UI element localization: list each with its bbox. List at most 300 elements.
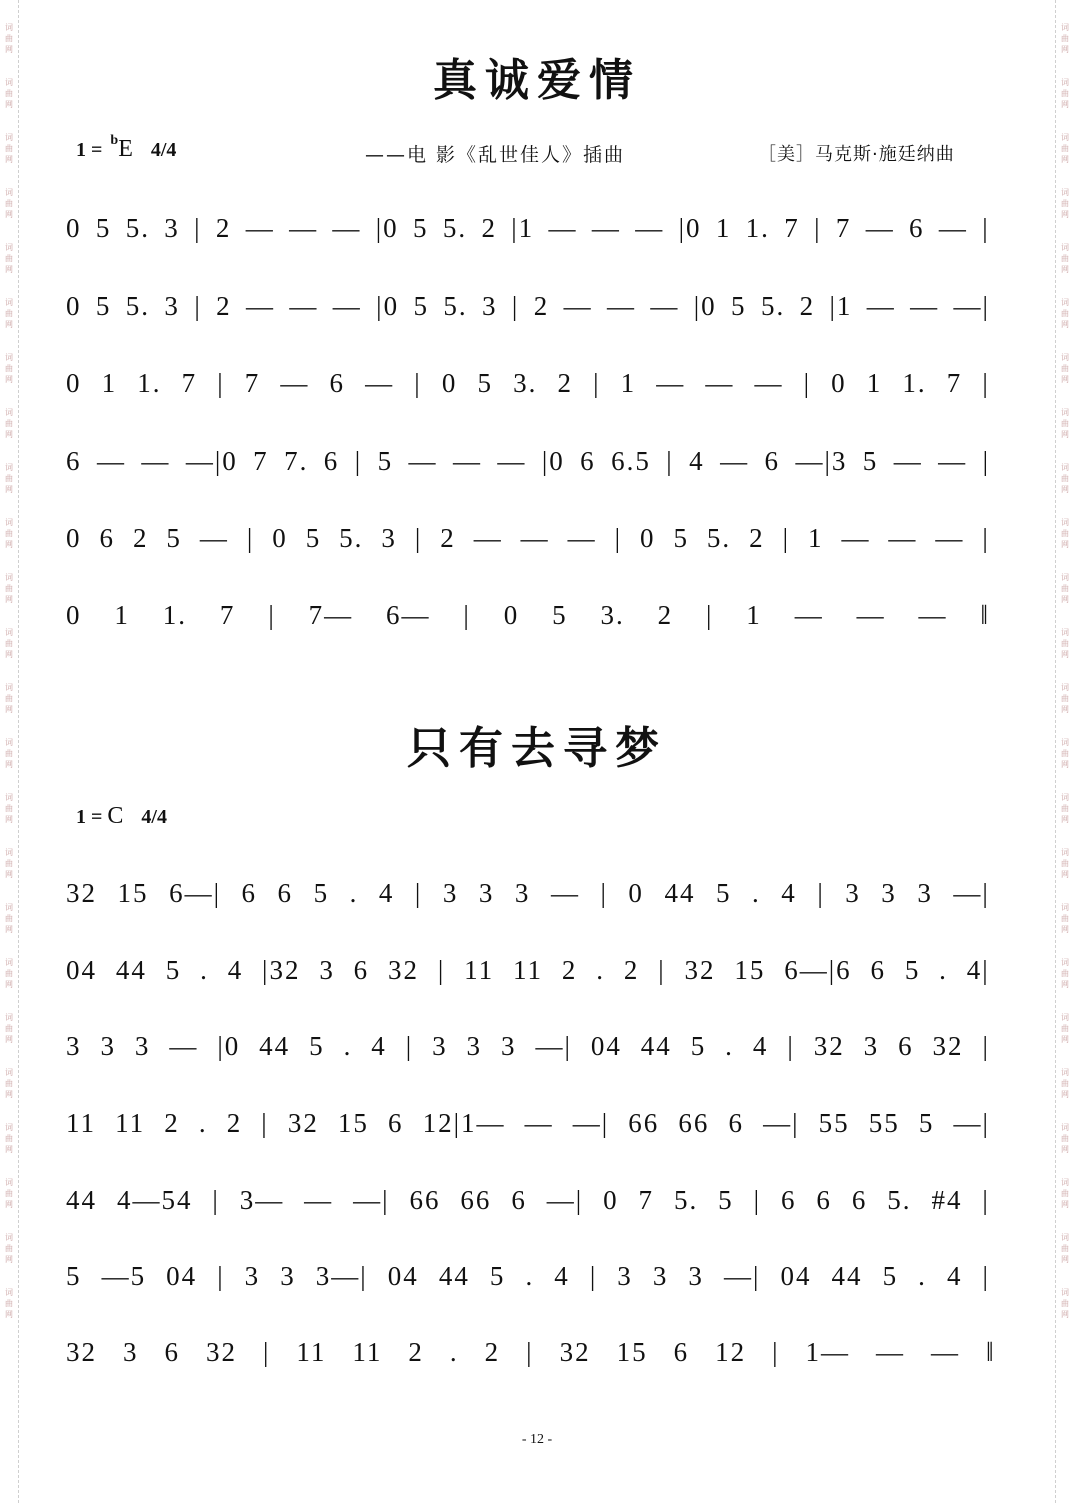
notation-token: 0 bbox=[66, 291, 82, 321]
notation-token: 2 bbox=[408, 1337, 424, 1367]
notation-token: | bbox=[212, 1185, 220, 1215]
watermark: 词曲网 bbox=[5, 958, 13, 989]
notation-token: — bbox=[635, 213, 665, 243]
watermark: 词曲网 bbox=[1061, 188, 1069, 219]
notation-token: 6 bbox=[764, 446, 780, 476]
notation-token: 1 bbox=[866, 368, 883, 398]
notation-token: . bbox=[343, 1031, 353, 1061]
notation-token: 1. bbox=[902, 368, 927, 398]
watermark: 词曲网 bbox=[1061, 1233, 1069, 1264]
notation-token: 6 bbox=[580, 446, 596, 476]
watermark: 词曲网 bbox=[1061, 463, 1069, 494]
watermark: 词曲网 bbox=[1061, 23, 1069, 54]
notation-token: 04 bbox=[166, 1261, 198, 1291]
watermark: 词曲网 bbox=[5, 1013, 13, 1044]
notation-token: 2 bbox=[481, 213, 497, 243]
notation-token: . bbox=[752, 878, 761, 908]
notation-token: 3 bbox=[652, 1261, 669, 1291]
notation-token: 5. bbox=[125, 291, 151, 321]
notation-token: 04 bbox=[590, 1031, 622, 1061]
notation-token: 04 bbox=[66, 955, 97, 985]
notation-token: — bbox=[720, 446, 750, 476]
notation-token: |1 bbox=[511, 213, 535, 243]
key-note: E bbox=[118, 136, 133, 162]
notation-token: 2 bbox=[557, 368, 573, 398]
notation-token: 3— bbox=[239, 1185, 285, 1215]
notation-token: — bbox=[245, 213, 275, 243]
notation-token: 3 bbox=[617, 1261, 633, 1291]
notation-token: — bbox=[524, 1108, 554, 1138]
notation-token: — bbox=[705, 368, 735, 398]
watermark: 词曲网 bbox=[5, 628, 13, 659]
watermark: 词曲网 bbox=[1061, 903, 1069, 934]
notation-token: |0 bbox=[217, 1031, 241, 1061]
notation-token: —| bbox=[953, 1108, 990, 1138]
notation-token: 5 bbox=[690, 1031, 707, 1061]
notation-token: 0 bbox=[441, 368, 458, 398]
notation-token: 6 bbox=[673, 1337, 690, 1367]
notation-token: 15 bbox=[117, 878, 149, 908]
notation-token: 6 bbox=[870, 955, 886, 985]
watermark: 词曲网 bbox=[1061, 408, 1069, 439]
notation-token: — bbox=[656, 368, 686, 398]
notation-token: —| bbox=[953, 291, 990, 321]
notation-token: . bbox=[525, 1261, 535, 1291]
watermark: 词曲网 bbox=[1061, 78, 1069, 109]
notation-token: 6 bbox=[277, 878, 294, 908]
watermark: 词曲网 bbox=[5, 903, 13, 934]
notation-token: 4 bbox=[554, 1261, 570, 1291]
notation-token: . bbox=[198, 1108, 208, 1138]
notation-token: —| bbox=[546, 1185, 584, 1215]
notation-token: 4 bbox=[781, 878, 797, 908]
notation-token: | bbox=[817, 878, 825, 908]
watermark: 词曲网 bbox=[1061, 1123, 1069, 1154]
notation-token: 3 bbox=[466, 1031, 483, 1061]
notation-token: | bbox=[658, 955, 666, 985]
notation-line bbox=[66, 518, 990, 558]
notation-token: — bbox=[910, 291, 940, 321]
notation-token: 5 bbox=[166, 523, 182, 553]
song-title: 只有去寻梦 bbox=[407, 723, 667, 774]
notation-token: | bbox=[437, 955, 446, 985]
watermark: 词曲网 bbox=[5, 1123, 13, 1154]
notation-token: 3 bbox=[917, 878, 933, 908]
page-number: - 12 - bbox=[521, 1432, 553, 1447]
notation-token: | bbox=[982, 1031, 990, 1061]
notation-token: 32 bbox=[813, 1031, 845, 1061]
notation-token: 6 bbox=[241, 878, 257, 908]
notation-token: 6 bbox=[898, 1031, 914, 1061]
notation-token: 2 bbox=[484, 1337, 501, 1367]
watermark: 词曲网 bbox=[5, 1068, 13, 1099]
notation-token: 4| bbox=[966, 955, 990, 985]
notation-token: — bbox=[567, 523, 597, 553]
notation-token: — bbox=[520, 523, 550, 553]
notation-token: 04 bbox=[780, 1261, 812, 1291]
notation-token: 7— bbox=[308, 600, 354, 630]
notation-token: 15 bbox=[734, 955, 766, 985]
notation-token: — bbox=[332, 291, 362, 321]
notation-token: — bbox=[856, 600, 886, 630]
notation-token: 4 bbox=[227, 955, 244, 985]
notation-token: 3 bbox=[442, 878, 459, 908]
notation-token: — bbox=[497, 446, 527, 476]
notation-token: 5 bbox=[552, 600, 568, 630]
notation-token: 3 bbox=[514, 878, 531, 908]
notation-token: |0 bbox=[376, 291, 400, 321]
notation-token: 0 bbox=[628, 878, 644, 908]
notation-token: 5 bbox=[66, 1261, 82, 1291]
notation-token: —| bbox=[353, 1185, 390, 1215]
notation-token: 3—| bbox=[315, 1261, 368, 1291]
notation-token: 6 bbox=[851, 1185, 868, 1215]
notation-token: — bbox=[893, 446, 923, 476]
watermark: 词曲网 bbox=[1061, 1288, 1069, 1319]
notation-token: 3 bbox=[244, 1261, 261, 1291]
watermark: 词曲网 bbox=[5, 793, 13, 824]
notation-token: | bbox=[782, 523, 790, 553]
notation-token: — bbox=[650, 291, 680, 321]
watermark: 词曲网 bbox=[1061, 738, 1069, 769]
notation-token: 2 bbox=[226, 1108, 243, 1138]
notation-token: 3 bbox=[863, 1031, 880, 1061]
notation-token: 11 bbox=[464, 955, 495, 985]
notation-token: 6 bbox=[511, 1185, 527, 1215]
notation-token: — bbox=[930, 1337, 960, 1367]
notation-token: — bbox=[289, 291, 319, 321]
notation-line bbox=[66, 1103, 990, 1143]
notation-token: 5 bbox=[413, 291, 429, 321]
notation-token: 5. bbox=[887, 1185, 912, 1215]
notation-token: 0 bbox=[272, 523, 288, 553]
notation-token: 32 bbox=[932, 1031, 964, 1061]
notation-token: 3 bbox=[688, 1261, 704, 1291]
notation-token: 12 bbox=[715, 1337, 747, 1367]
watermark: 词曲网 bbox=[5, 78, 13, 109]
notation-token: | bbox=[246, 523, 255, 553]
notation-token: 5 bbox=[715, 878, 732, 908]
notation-token: 55 bbox=[818, 1108, 850, 1138]
notation-token: . bbox=[918, 1261, 927, 1291]
notation-token: | bbox=[194, 213, 202, 243]
watermark: 词曲网 bbox=[1061, 1178, 1069, 1209]
watermark: 词曲网 bbox=[1061, 1068, 1069, 1099]
notation-line bbox=[66, 950, 990, 990]
watermark: 词曲网 bbox=[1061, 958, 1069, 989]
notation-token: 44 bbox=[115, 955, 147, 985]
notation-token: — bbox=[888, 523, 918, 553]
notation-token: 5 bbox=[673, 523, 689, 553]
watermark: 词曲网 bbox=[1061, 573, 1069, 604]
notation-token: — bbox=[280, 368, 310, 398]
song-title: 真诚爱情 bbox=[433, 55, 641, 106]
song-subtitle: ——电 影《乱世佳人》插曲 bbox=[365, 144, 626, 166]
notation-token: 04 bbox=[387, 1261, 419, 1291]
notation-token: 5 bbox=[731, 291, 747, 321]
notation-token: 5. bbox=[443, 291, 468, 321]
key-note: C bbox=[107, 803, 124, 829]
notation-token: — bbox=[304, 1185, 334, 1215]
notation-token: 3 bbox=[280, 1261, 296, 1291]
key-prefix: 1 = bbox=[76, 806, 103, 828]
notation-line bbox=[66, 595, 990, 635]
notation-token: 6 bbox=[780, 1185, 797, 1215]
notation-token: 3 bbox=[100, 1031, 116, 1061]
notation-token: | bbox=[405, 1031, 414, 1061]
notation-token: —| bbox=[723, 1261, 761, 1291]
notation-token: — bbox=[918, 600, 948, 630]
notation-token: 7 bbox=[946, 368, 963, 398]
notation-token: 2 bbox=[216, 291, 232, 321]
notation-token: |0 bbox=[693, 291, 717, 321]
notation-token: — bbox=[591, 213, 621, 243]
watermark: 词曲网 bbox=[1061, 683, 1069, 714]
notation-token: | bbox=[268, 600, 276, 630]
notation-token: 7 bbox=[181, 368, 198, 398]
notation-token: | bbox=[982, 446, 990, 476]
notation-token: 6 bbox=[816, 1185, 832, 1215]
notation-token: |1 bbox=[829, 291, 853, 321]
notation-token: 6 bbox=[329, 368, 346, 398]
notation-token: 1 bbox=[620, 368, 637, 398]
notation-token: — bbox=[938, 446, 968, 476]
notation-token: 44 bbox=[259, 1031, 291, 1061]
watermark: 词曲网 bbox=[5, 188, 13, 219]
watermark: 词曲网 bbox=[1061, 628, 1069, 659]
time-signature: 4/4 bbox=[141, 806, 167, 828]
notation-token: 66 bbox=[628, 1108, 660, 1138]
notation-token: | bbox=[982, 213, 990, 243]
watermark: 词曲网 bbox=[5, 1233, 13, 1264]
notation-token: 1. bbox=[745, 213, 770, 243]
notation-token: —|3 bbox=[795, 446, 848, 476]
notation-token: 2 bbox=[533, 291, 550, 321]
notation-token: 5. bbox=[673, 1185, 699, 1215]
notation-line bbox=[66, 441, 990, 481]
notation-token: — bbox=[754, 368, 784, 398]
notation-token: 4 bbox=[752, 1031, 769, 1061]
notation-token: 5 bbox=[95, 213, 112, 243]
notation-token: 5 bbox=[718, 1185, 734, 1215]
watermark: 词曲网 bbox=[5, 848, 13, 879]
notation-token: 7 bbox=[244, 368, 261, 398]
notation-token: 1— bbox=[805, 1337, 850, 1367]
notation-token: | bbox=[261, 1108, 269, 1138]
notation-token: 6.5 bbox=[611, 446, 651, 476]
notation-token: | bbox=[600, 878, 608, 908]
notation-token: — bbox=[875, 1337, 905, 1367]
watermark: 词曲网 bbox=[1061, 848, 1069, 879]
notation-token: 3 bbox=[134, 1031, 151, 1061]
notation-token: . bbox=[596, 955, 605, 985]
watermark: 词曲网 bbox=[1061, 1013, 1069, 1044]
notation-token: | bbox=[589, 1261, 598, 1291]
notation-token: — bbox=[141, 446, 171, 476]
notation-line bbox=[66, 1256, 990, 1296]
notation-token: 5. bbox=[442, 213, 468, 243]
notation-token: . bbox=[939, 955, 948, 985]
notation-token: 5 bbox=[313, 878, 330, 908]
watermark: 词曲网 bbox=[1061, 518, 1069, 549]
composer-credit: ［美］马克斯·施廷纳曲 bbox=[758, 144, 955, 165]
notation-token: |0 bbox=[375, 213, 399, 243]
notation-token: | bbox=[526, 1337, 534, 1367]
notation-token: 7 bbox=[219, 600, 236, 630]
notation-token: 5 bbox=[489, 1261, 506, 1291]
notation-token: —| bbox=[572, 1108, 610, 1138]
notation-token: | bbox=[982, 1185, 990, 1215]
notation-token: —|0 bbox=[185, 446, 238, 476]
time-signature: 4/4 bbox=[150, 139, 177, 161]
notation-token: 1. bbox=[137, 368, 162, 398]
notation-token: | bbox=[666, 446, 674, 476]
notation-token: 32 bbox=[287, 1108, 319, 1138]
notation-token: 3. bbox=[600, 600, 625, 630]
notation-token: — bbox=[938, 213, 968, 243]
notation-token: 5 bbox=[305, 523, 322, 553]
notation-token: — bbox=[865, 213, 895, 243]
notation-token: ‖ bbox=[980, 600, 990, 630]
notation-line bbox=[66, 1026, 990, 1066]
notation-token: —| bbox=[535, 1031, 572, 1061]
notation-token: 2 bbox=[440, 523, 456, 553]
notation-token: 6—| bbox=[169, 878, 221, 908]
watermark: 词曲网 bbox=[5, 518, 13, 549]
notation-token: 3 bbox=[66, 1031, 82, 1061]
notation-token: — bbox=[452, 446, 482, 476]
watermark: 词曲网 bbox=[1061, 243, 1069, 274]
notation-token: |32 bbox=[262, 955, 301, 985]
notation-token: 0 bbox=[831, 368, 847, 398]
notation-token: 6 bbox=[353, 955, 370, 985]
notation-token: 11 bbox=[352, 1337, 383, 1367]
notation-token: 32 bbox=[66, 1337, 97, 1367]
notation-line bbox=[66, 1180, 990, 1220]
notation-line bbox=[66, 208, 990, 248]
watermark: 词曲网 bbox=[5, 1178, 13, 1209]
notation-token: — bbox=[563, 291, 593, 321]
notation-token: | bbox=[772, 1337, 780, 1367]
notation-token: #4 bbox=[931, 1185, 963, 1215]
notation-token: 3 bbox=[881, 878, 897, 908]
notation-token: 3 bbox=[845, 878, 861, 908]
notation-token: 3 bbox=[164, 291, 180, 321]
notation-token: | bbox=[463, 600, 471, 630]
notation-token: 0 bbox=[66, 523, 82, 553]
notation-token: 0 bbox=[66, 600, 82, 630]
notation-token: 6 bbox=[388, 1108, 404, 1138]
notation-token: 6 bbox=[323, 446, 340, 476]
notation-token: 3 bbox=[381, 523, 397, 553]
watermark: 词曲网 bbox=[5, 298, 13, 329]
notation-token: 5 bbox=[165, 955, 182, 985]
notation-token: 4 bbox=[689, 446, 705, 476]
notation-token: 4—54 bbox=[116, 1185, 193, 1215]
notation-token: . bbox=[200, 955, 209, 985]
notation-token: — bbox=[550, 878, 580, 908]
notation-token: 2 bbox=[132, 523, 149, 553]
notation-token: 0 bbox=[66, 368, 82, 398]
notation-token: 11 bbox=[66, 1108, 96, 1138]
notation-token: 5. bbox=[125, 213, 150, 243]
notation-token: 6 bbox=[99, 523, 115, 553]
notation-token: |0 bbox=[541, 446, 565, 476]
notation-token: 3 bbox=[319, 955, 335, 985]
notation-token: 4 bbox=[378, 878, 395, 908]
notation-line bbox=[66, 1332, 996, 1372]
notation-token: 11 bbox=[296, 1337, 327, 1367]
watermark: 词曲网 bbox=[5, 408, 13, 439]
notation-token: 5. bbox=[706, 523, 732, 553]
notation-token: | bbox=[414, 368, 422, 398]
notation-token: — bbox=[289, 213, 319, 243]
notation-token: 5. bbox=[760, 291, 786, 321]
notation-token: 7 bbox=[253, 446, 269, 476]
notation-token: — bbox=[199, 523, 229, 553]
notation-token: 5 bbox=[904, 955, 921, 985]
watermark: 词曲网 bbox=[5, 683, 13, 714]
notation-token: 6 bbox=[728, 1108, 744, 1138]
notation-token: —5 bbox=[101, 1261, 147, 1291]
notation-token: 2 bbox=[657, 600, 674, 630]
notation-token: | bbox=[217, 368, 225, 398]
watermark: 词曲网 bbox=[5, 243, 13, 274]
notation-token: | bbox=[787, 1031, 795, 1061]
notation-token: | bbox=[511, 291, 520, 321]
notation-token: 1. bbox=[162, 600, 188, 630]
notation-token: 2 bbox=[215, 213, 232, 243]
notation-token: 44 bbox=[438, 1261, 470, 1291]
notation-token: — bbox=[866, 291, 896, 321]
notation-token: 0 bbox=[503, 600, 520, 630]
notation-token: 44 bbox=[66, 1185, 97, 1215]
key-prefix: 1 = bbox=[76, 139, 103, 161]
notation-token: 15 bbox=[616, 1337, 648, 1367]
notation-token: | bbox=[982, 523, 990, 553]
notation-token: . bbox=[349, 878, 359, 908]
notation-token: 2 bbox=[561, 955, 578, 985]
notation-token: 2 bbox=[164, 1108, 180, 1138]
notation-token: 6 bbox=[909, 213, 925, 243]
notation-token: — bbox=[169, 1031, 199, 1061]
notation-token: ‖ bbox=[985, 1337, 996, 1367]
notation-token: 1 bbox=[807, 523, 824, 553]
notation-token: | bbox=[194, 291, 202, 321]
notation-token: 5 bbox=[377, 446, 394, 476]
notation-token: | bbox=[614, 523, 622, 553]
notation-token: — bbox=[935, 523, 965, 553]
notation-token: 44 bbox=[831, 1261, 863, 1291]
notation-token: 66 bbox=[409, 1185, 441, 1215]
notation-token: 4 bbox=[946, 1261, 963, 1291]
watermark: 词曲网 bbox=[5, 573, 13, 604]
notation-token: 0 bbox=[603, 1185, 619, 1215]
notation-token: 2 bbox=[749, 523, 765, 553]
notation-token: 11 bbox=[115, 1108, 146, 1138]
notation-token: — bbox=[246, 291, 275, 321]
watermark: 词曲网 bbox=[5, 353, 13, 384]
notation-token: 2 bbox=[799, 291, 816, 321]
notation-token: 6— bbox=[386, 600, 431, 630]
notation-token: 0 bbox=[639, 523, 656, 553]
notation-token: | bbox=[354, 446, 363, 476]
notation-token: | bbox=[263, 1337, 271, 1367]
notation-token: 44 bbox=[664, 878, 696, 908]
notation-token: 3 bbox=[478, 878, 495, 908]
watermark: 词曲网 bbox=[1061, 353, 1069, 384]
notation-token: 32 bbox=[684, 955, 716, 985]
